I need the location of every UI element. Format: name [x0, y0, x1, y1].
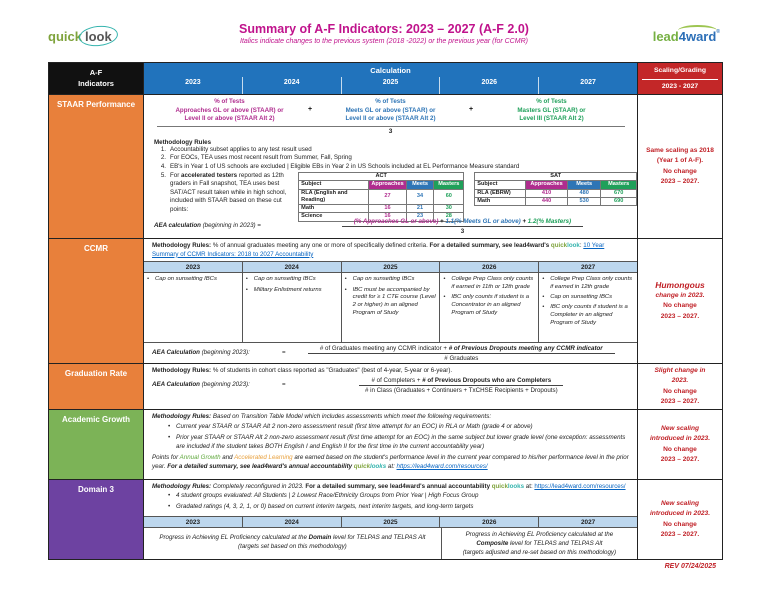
aea-numerator	[342, 218, 583, 227]
ccmr-scaling-cell	[638, 239, 722, 363]
scaling-line: No change	[663, 302, 697, 310]
staar-methodology	[154, 139, 637, 171]
scaling-line: 2023 – 2027.	[660, 312, 700, 320]
masters-line3: Level III (STAAR Alt 2)	[519, 115, 584, 123]
scaling-line: 2023 – 2027.	[660, 530, 700, 538]
page-title: Summary of A-F Indicators: 2023 – 2027 (A-F 2.0)	[239, 22, 529, 36]
cell-text-pre: Progress in Achieving EL Proficiency calculated at the	[465, 531, 614, 539]
list-item: • College Prep Class only counts if earned in 12th grade	[542, 276, 633, 291]
act-approaches-value: 16	[369, 213, 406, 221]
aea-numerator-bold: # of Previous Dropouts who are Completers	[422, 377, 552, 385]
aea-denominator: # Graduates	[444, 355, 479, 362]
ccmr-summary-link[interactable]: 10 Year Summary of CCMR Indicators: 2018 to 2027 Accountability	[152, 242, 605, 258]
methodology-rule	[154, 172, 288, 222]
meets-line3: Level II or above (STAAR Alt 2)	[345, 115, 436, 123]
aea-label-bold: AEA Calculation	[152, 349, 200, 356]
staar-row-label: STAAR Performance	[56, 100, 136, 109]
scaling-line: 2023 – 2027.	[660, 397, 700, 405]
formula-meets-block	[318, 98, 464, 124]
staar-aea-calculation	[154, 218, 629, 235]
year-header-2027: 2027	[538, 77, 637, 94]
ccmr-column-2025	[341, 273, 440, 342]
method-at: at:	[524, 483, 535, 490]
aea-label	[154, 218, 296, 229]
row-ccmr	[49, 238, 722, 363]
equals-sign: =	[282, 381, 286, 389]
table-header-row	[49, 63, 722, 94]
meets-line1: % of Tests	[375, 98, 406, 105]
act-meets-value: 23	[406, 213, 434, 221]
page-subtitle: Italics indicate changes to the previous system (2018 -2022) or the previous year (for CCMR)	[240, 38, 528, 45]
points-bold: For a detailed summary, see lead4ward's annual accountability	[167, 462, 354, 470]
sat-approaches-value: 440	[526, 197, 568, 205]
cell-text-line2: (targets adjusted and re-set based on this methodology)	[462, 548, 617, 556]
grad-calculation-cell	[144, 364, 638, 409]
aea-numerator-bold: # of Previous Dropouts meeting any CCMR indicator	[448, 345, 603, 352]
scaling-line: 2023.	[671, 377, 689, 385]
list-item: • IBC only counts if student is a Completer in an aligned Program of Study	[542, 304, 634, 327]
table-row	[475, 189, 637, 197]
bullet-text: 4 student groups evaluated: All Students | 2 Lowest Race/Ethnicity Groups from Prior Year | High Focus Group	[176, 491, 479, 499]
domain3-year-2023: 2023	[185, 518, 200, 526]
methodology-intro	[152, 413, 629, 422]
quicklook-word-look: looks	[507, 483, 525, 490]
ccmr-row-label-cell	[49, 239, 144, 363]
rule5-pre: For	[170, 172, 182, 180]
approaches-line2: Approaches GL or above (STAAR) or	[175, 106, 284, 114]
points-and: and	[220, 454, 235, 462]
sat-meets-value: 530	[567, 197, 600, 205]
domain3-year-header-row	[144, 516, 637, 528]
sat-approaches-value: 410	[526, 189, 568, 197]
methodology-rule	[154, 163, 637, 171]
bullet-text: College Prep Class only counts if earned in 12th grade	[550, 276, 633, 291]
rule-number: 4.	[160, 162, 166, 170]
rule5-and-cutpoint-tables	[154, 172, 637, 222]
lead4ward-logo-lead: lead	[652, 29, 679, 44]
ccmr-year-2027: 2027	[538, 262, 637, 272]
plus-sign: +	[520, 218, 528, 225]
methodology-bold-text: For a detailed summary, see lead4ward's	[429, 242, 551, 249]
growth-bullets	[168, 423, 629, 452]
growth-methodology	[144, 410, 637, 472]
act-subject: Science	[299, 213, 369, 221]
act-approaches-value: 16	[369, 205, 406, 213]
sat-masters-value: 670	[601, 189, 637, 197]
bullet-text: IBC only counts if student is a Completer in an aligned Program of Study	[550, 304, 628, 326]
document-header	[48, 22, 720, 45]
sat-cutpoints-table	[474, 172, 637, 206]
methodology-text: % of annual graduates meeting any one or more of specifically defined criteria.	[211, 242, 430, 249]
points-at: at:	[386, 462, 397, 470]
grad-scaling-text	[638, 364, 722, 409]
ccmr-year-2023: 2023	[185, 263, 200, 271]
act-cutpoints-table-wrap	[298, 172, 464, 222]
cell-text-post: level for TELPAS and TELPAS Alt	[331, 534, 426, 542]
lead4ward-logo	[610, 29, 720, 44]
aea-denominator: 3	[460, 228, 465, 235]
scaling-line: change in 2023.	[655, 292, 705, 300]
quicklook-word-quick: quick	[491, 483, 508, 490]
domain3-year-2025: 2025	[341, 517, 440, 527]
growth-row-label: Academic Growth	[61, 415, 130, 424]
ccmr-year-2026: 2026	[439, 262, 538, 272]
aea-fraction	[296, 218, 629, 235]
aea-fraction	[294, 345, 629, 362]
cell-text-line2: (targets set based on this methodology)	[238, 543, 347, 550]
row-academic-growth	[49, 409, 722, 479]
list-item: • Gradated ratings (4, 3, 2, 1, or 0) based on current interim targets, next interim targets, and long-term targets	[168, 502, 474, 510]
rule-number: 5.	[160, 172, 166, 180]
rule5-post: reported as 12th graders in Fall snapshot, TEA uses best SAT/ACT result taken while in high school, included with STAAR based on these cut points:	[170, 172, 287, 213]
calculation-header-cell	[144, 63, 638, 94]
list-item: • Cap on sunsetting IBCs	[245, 276, 316, 283]
bullet-text: Cap on sunsetting IBCs	[352, 276, 415, 283]
sat-subject: RLA (EBRW)	[475, 189, 526, 197]
scaling-line: No change	[663, 387, 697, 395]
scaling-line: 2023 – 2027.	[660, 177, 700, 185]
scaling-line: No change	[663, 167, 697, 175]
list-item: • Cap on sunsetting IBCs	[344, 276, 415, 283]
rule-text: For EOCs, TEA uses most recent result from Summer, Fall, Spring	[170, 154, 352, 162]
sat-masters-value: 690	[601, 197, 637, 205]
grad-row-label: Graduation Rate	[64, 369, 128, 378]
aea-label	[152, 377, 282, 388]
grad-methodology	[144, 364, 637, 375]
methodology-title: Methodology Rules:	[152, 413, 212, 420]
domain3-year-2024: 2024	[242, 517, 341, 527]
scaling-line: No change	[663, 445, 697, 453]
act-table-title: ACT	[299, 173, 464, 181]
aea-fraction	[294, 377, 629, 394]
summary-table	[48, 62, 723, 560]
ccmr-year-2025: 2025	[341, 262, 440, 272]
list-item: • Military Enlistment returns	[245, 286, 322, 293]
list-item: • Cap on sunsetting IBCs	[147, 276, 217, 283]
lead4ward-resources-link[interactable]: https://lead4ward.com/resources/	[534, 483, 626, 490]
annual-growth-term: Annual Growth	[179, 454, 221, 462]
domain3-methodology	[144, 480, 637, 516]
plus-sign: +	[468, 106, 474, 113]
list-item: • Current year STAAR or STAAR Alt 2 non-zero assessment result (first time attempt for an EOC) in RLA or Math (grade 4 or above)	[168, 422, 533, 430]
growth-scaling-cell	[638, 410, 722, 479]
domain3-scaling-text	[638, 480, 722, 559]
ccmr-column-2024	[242, 273, 341, 342]
domain3-cell-2026-2027	[442, 528, 637, 559]
aea-masters-term: 1.2(% Masters)	[527, 218, 572, 225]
ccmr-row-label: CCMR	[84, 244, 108, 253]
aea-label-bold: AEA Calculation	[152, 381, 200, 389]
scaling-header-cell	[638, 63, 722, 94]
masters-line1: % of Tests	[536, 98, 567, 105]
act-col-masters: Masters	[434, 181, 464, 189]
sat-meets-value: 480	[567, 189, 600, 197]
table-row	[299, 205, 464, 213]
domain3-year-2026: 2026	[439, 517, 538, 527]
grad-row-label-cell	[49, 364, 144, 409]
act-approaches-value: 27	[369, 189, 406, 205]
staar-formula-numerator	[157, 98, 625, 127]
masters-line2: Masters GL (STAAR) or	[517, 106, 586, 114]
domain3-bullets	[168, 492, 629, 512]
domain3-row-label-cell	[49, 480, 144, 559]
methodology-title: Methodology Rules:	[152, 483, 212, 490]
sat-col-approaches: Approaches	[526, 181, 568, 189]
row-domain-3	[49, 479, 722, 559]
aea-label-suffix: (beginning 2023):	[199, 381, 250, 389]
domain3-year-2027: 2027	[538, 517, 637, 527]
grad-scaling-cell	[638, 364, 722, 409]
approaches-line1: % of Tests	[214, 98, 245, 105]
rule-text: Accountability subset applies to any test result used	[170, 146, 312, 154]
methodology-title: Methodology Rules:	[152, 242, 212, 249]
bullet-text: Gradated ratings (4, 3, 2, 1, or 0) based on current interim targets, next interim targets, and long-term targets	[176, 502, 474, 510]
accelerated-learning-term: Accelerated Learning	[234, 454, 293, 462]
revision-date: REV 07/24/2025	[664, 563, 716, 570]
aea-label-suffix: (beginning 2023):	[199, 349, 250, 356]
sat-cutpoints-table-wrap	[474, 172, 637, 222]
staar-formula	[157, 98, 625, 135]
bullet-text: IBC only counts if student is a Concentrator in an aligned Program of Study	[451, 294, 529, 316]
year-header-2025: 2025	[341, 77, 440, 94]
colon: :	[579, 242, 584, 249]
cell-text-pre: Progress in Achieving EL Proficiency calculated at the	[159, 534, 309, 542]
aea-label	[152, 345, 282, 356]
quicklook-word-look: look	[567, 242, 580, 249]
quicklook-logo	[48, 29, 158, 44]
growth-scaling-text	[638, 410, 722, 479]
sat-col-meets: Meets	[567, 181, 600, 189]
lead4ward-logo-4ward: 4ward	[678, 29, 717, 44]
scaling-line: Slight change in	[654, 367, 706, 375]
ccmr-column-2023	[144, 273, 242, 342]
indicators-header-cell	[49, 63, 144, 94]
act-masters-value: 30	[434, 205, 464, 213]
ccmr-year-header-row	[144, 261, 637, 273]
approaches-line3: Level II or above (STAAR Alt 2)	[184, 115, 275, 123]
sat-col-masters: Masters	[601, 181, 637, 189]
quicklook-word-quick: quick	[550, 242, 568, 249]
methodology-intro	[152, 483, 629, 492]
points-post: are earned based on the student's performance level in the current year compared to his/her performance level in the prior year.	[152, 454, 629, 470]
points-pre: Points for	[152, 454, 180, 462]
plus-sign: +	[307, 106, 313, 113]
staar-scaling-text	[638, 95, 722, 238]
bullet-text: Cap on sunsetting IBCs	[155, 276, 217, 283]
methodology-bold-text: For a detailed summary, see lead4ward's annual accountability	[305, 483, 492, 490]
table-row	[475, 197, 637, 205]
aea-meets-term: 1.1(% Meets GL or above)	[445, 218, 521, 225]
formula-approaches-block	[157, 98, 303, 124]
act-cutpoints-table	[298, 172, 464, 222]
rule5-bold: accelerated testers	[181, 172, 238, 180]
registered-mark: ®	[716, 29, 720, 35]
list-item: • Cap on sunsetting IBCs	[542, 294, 613, 301]
act-col-approaches: Approaches	[369, 181, 406, 189]
bullet-text: Cap on sunsetting IBCs	[253, 276, 316, 283]
year-header-row	[144, 77, 637, 94]
bullet-text: Prior year STAAR or STAAR Alt 2 non-zero assessment result (first time attempt for an EOC) in the same subject but lower grade level (one exception: assessments are included if the student takes BOTH English I and English II for the first time in the current accountability year)	[176, 433, 626, 450]
year-header-2023: 2023	[185, 79, 201, 86]
cell-text-bold: Composite	[476, 540, 509, 547]
row-graduation-rate	[49, 363, 722, 409]
act-meets-value: 34	[406, 189, 434, 205]
list-item: • 4 student groups evaluated: All Students | 2 Lowest Race/Ethnicity Groups from Prior Year | High Focus Group	[168, 491, 479, 499]
indicators-header-line2: Indicators	[78, 78, 114, 88]
equals-sign: =	[282, 349, 286, 356]
cell-text-post: level for TELPAS and TELPAS Alt	[508, 540, 603, 547]
aea-numerator-plain: # of Graduates meeting any CCMR indicator +	[319, 345, 449, 352]
scaling-line: No change	[663, 520, 697, 528]
row-staar-performance	[49, 94, 722, 238]
aea-numerator-plain: # of Completers +	[371, 377, 423, 385]
methodology-italic-text: Completely reconfigured in 2023.	[211, 483, 306, 490]
growth-points-note	[152, 454, 629, 471]
bullet-text: Current year STAAR or STAAR Alt 2 non-zero assessment result (first time attempt for an EOC) in RLA or Math (grade 4 or above)	[176, 422, 533, 430]
table-row	[299, 189, 464, 205]
quicklook-word-quick: quick	[353, 462, 371, 470]
rule-number: 2.	[160, 154, 166, 162]
sat-col-subject: Subject	[475, 181, 526, 189]
ccmr-year-2024: 2024	[242, 262, 341, 272]
bullet-text: Cap on sunsetting IBCs	[550, 294, 613, 301]
ccmr-column-2027	[538, 273, 637, 342]
scaling-line: Humongous	[655, 280, 705, 291]
bullet-text: College Prep Class only counts if earned in 11th or 12th grade	[451, 276, 534, 291]
ccmr-column-2026	[439, 273, 538, 342]
growth-calculation-cell	[144, 410, 638, 479]
growth-row-label-cell	[49, 410, 144, 479]
bullet-text: IBC must be accompanied by credit for ≥ 1 CTE course (Level 2 or higher) in an aligned Program of Study	[352, 286, 436, 316]
year-header-2024: 2024	[242, 77, 341, 94]
methodology-rule	[154, 146, 637, 154]
ccmr-scaling-text	[638, 239, 722, 363]
scaling-line: Same scaling as 2018	[646, 147, 714, 155]
calculation-header-title: Calculation	[370, 66, 411, 75]
scaling-header-range: 2023 - 2027	[642, 79, 718, 94]
rule-text	[170, 172, 288, 222]
scaling-line: introduced in 2023.	[649, 510, 711, 518]
sat-subject: Math	[475, 197, 526, 205]
ccmr-year-columns	[144, 273, 637, 342]
aea-denominator: # in Class (Graduates + Continuers + TxCHSE Recipients + Dropouts)	[364, 387, 558, 395]
scaling-line: (Year 1 of A-F).	[656, 157, 704, 165]
cell-text-bold: Domain	[308, 534, 332, 542]
scaling-line: New scaling	[660, 500, 700, 508]
scaling-line: introduced in 2023.	[649, 435, 711, 443]
scaling-line: New scaling	[660, 425, 700, 433]
methodology-title: Methodology Rules	[154, 139, 212, 147]
staar-calculation-cell	[144, 95, 638, 238]
act-subject: RLA (English and Reading)	[299, 189, 369, 205]
plus-sign: +	[438, 218, 446, 225]
indicators-header-line1: A-F	[89, 68, 103, 78]
rule-text: EB's in Year 1 of US schools are excluded | Eligible EBs in Year 2 in US Schools included at EL Performance Measure standard	[170, 162, 520, 170]
act-meets-value: 21	[406, 205, 434, 213]
year-header-2026: 2026	[439, 77, 538, 94]
grad-aea-calculation	[144, 375, 637, 396]
scaling-header-title: Scaling/Grading	[653, 67, 707, 74]
act-col-meets: Meets	[406, 181, 434, 189]
staar-row-label-cell	[49, 95, 144, 238]
aea-label-suffix: (beginning in 2023) =	[200, 222, 261, 229]
quicklook-logo-quick: quick	[48, 29, 82, 44]
quicklook-word-look: looks	[370, 462, 387, 470]
domain3-calculation-cell	[144, 480, 638, 559]
list-item: • Prior year STAAR or STAAR Alt 2 non-zero assessment result (first time attempt for an EOC) in the same subject but lower grade level (one exception: assessments are included if the student takes BOTH English I and English II for the first time in the current accountability year)	[168, 434, 629, 451]
methodology-text: % of students in cohort class reported as "Graduates" (best of 4-year, 5-year or 6-year).	[211, 367, 453, 374]
act-masters-value: 60	[434, 189, 464, 205]
staar-scaling-cell	[638, 95, 722, 238]
ccmr-calculation-cell	[144, 239, 638, 363]
act-masters-value: 28	[434, 213, 464, 221]
aea-numerator	[359, 377, 563, 386]
methodology-title: Methodology Rules:	[152, 367, 212, 374]
quicklook-logo-look: look	[82, 29, 115, 44]
domain3-row-label: Domain 3	[77, 485, 114, 494]
aea-approaches-term: (% Approaches GL or above)	[353, 218, 439, 225]
scaling-line: 2023 – 2027.	[660, 455, 700, 463]
ccmr-aea-calculation	[144, 342, 637, 363]
list-item: • IBC only counts if student is a Concentrator in an aligned Program of Study	[443, 294, 535, 317]
methodology-rule	[154, 154, 637, 162]
methodology-text: Based on Transition Table Model which includes assessments which meet the following requirements:	[211, 413, 492, 420]
act-col-subject: Subject	[299, 181, 369, 189]
aea-label-bold: AEA calculation	[154, 222, 201, 229]
act-subject: Math	[299, 205, 369, 213]
domain3-scaling-cell	[638, 480, 722, 559]
rule-number: 1.	[160, 146, 166, 154]
meets-line2: Meets GL or above (STAAR) or	[345, 106, 436, 114]
list-item: • IBC must be accompanied by credit for ≥ 1 CTE course (Level 2 or higher) in an aligned Program of Study	[344, 286, 436, 316]
domain3-span-cells	[144, 528, 637, 559]
aea-numerator	[308, 345, 615, 354]
domain3-cell-2023-2025	[144, 528, 442, 559]
title-block	[158, 22, 610, 45]
formula-masters-block	[479, 98, 625, 124]
bullet-text: Military Enlistment returns	[253, 286, 322, 293]
sat-table-title: SAT	[475, 173, 637, 181]
staar-formula-denominator: 3	[388, 128, 393, 136]
lead4ward-resources-link[interactable]: https://lead4ward.com/resources/	[396, 462, 488, 470]
list-item: • College Prep Class only counts if earned in 11th or 12th grade	[443, 276, 534, 291]
ccmr-methodology	[144, 239, 637, 261]
